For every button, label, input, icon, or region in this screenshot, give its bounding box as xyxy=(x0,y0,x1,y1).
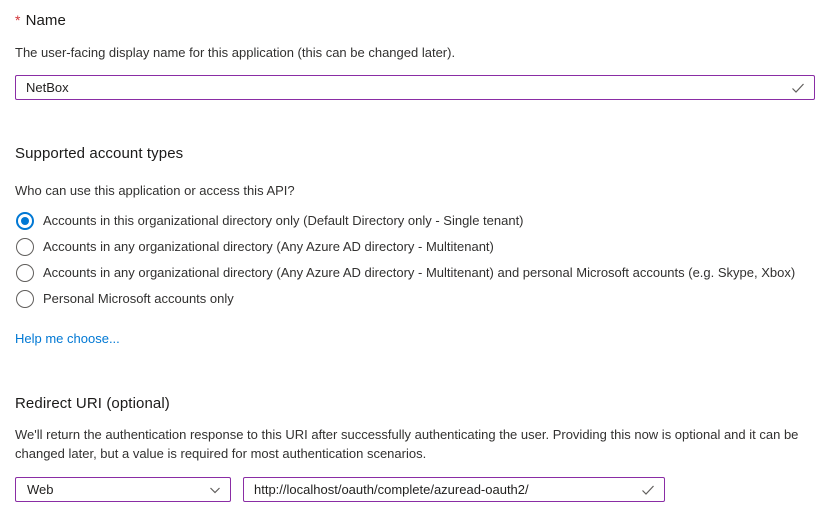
redirect-uri-input[interactable] xyxy=(244,478,664,501)
redirect-uri-row xyxy=(15,477,815,502)
radio-button-icon xyxy=(16,290,34,308)
name-input[interactable] xyxy=(16,76,814,99)
radio-button-icon xyxy=(16,238,34,256)
radio-option-multitenant-personal[interactable] xyxy=(15,260,815,286)
required-asterisk: * xyxy=(15,12,21,28)
radio-button-icon xyxy=(16,264,34,282)
redirect-uri-title: Redirect URI (optional) xyxy=(15,395,170,412)
chevron-down-icon xyxy=(208,483,222,497)
redirect-uri-input-container xyxy=(243,477,665,502)
radio-option-label: Accounts in any organizational directory (Any Azure AD directory - Multitenant) and personal Microsoft accounts (e.g. Skype, Xbox) xyxy=(43,265,796,280)
radio-option-single-tenant[interactable] xyxy=(15,208,815,234)
name-section-title xyxy=(15,10,815,31)
platform-select[interactable] xyxy=(15,477,231,502)
name-description: The user-facing display name for this application (this can be changed later). xyxy=(15,45,456,60)
account-types-question: Who can use this application or access this API? xyxy=(15,183,295,198)
name-title-text: Name xyxy=(25,12,66,29)
account-types-section xyxy=(15,144,815,348)
platform-select-value: Web xyxy=(27,482,54,497)
radio-option-label: Accounts in any organizational directory (Any Azure AD directory - Multitenant) xyxy=(43,239,494,254)
radio-option-personal-only[interactable] xyxy=(15,286,815,312)
account-types-title: Supported account types xyxy=(15,145,184,162)
radio-option-multitenant[interactable] xyxy=(15,234,815,260)
name-input-container xyxy=(15,75,815,100)
radio-button-icon xyxy=(16,212,34,230)
name-section xyxy=(15,10,815,100)
radio-option-label: Accounts in this organizational directory only (Default Directory only - Single tenant) xyxy=(43,213,524,228)
help-me-choose-link[interactable]: Help me choose... xyxy=(15,331,120,346)
account-types-radio-group xyxy=(15,208,815,312)
radio-option-label: Personal Microsoft accounts only xyxy=(43,291,234,306)
redirect-uri-section xyxy=(15,394,815,502)
redirect-uri-description: We'll return the authentication response to this URI after successfully authenticating the user. Providing this now is optional and it can be changed later, but a value is required for most authentication scenarios. xyxy=(15,427,799,461)
